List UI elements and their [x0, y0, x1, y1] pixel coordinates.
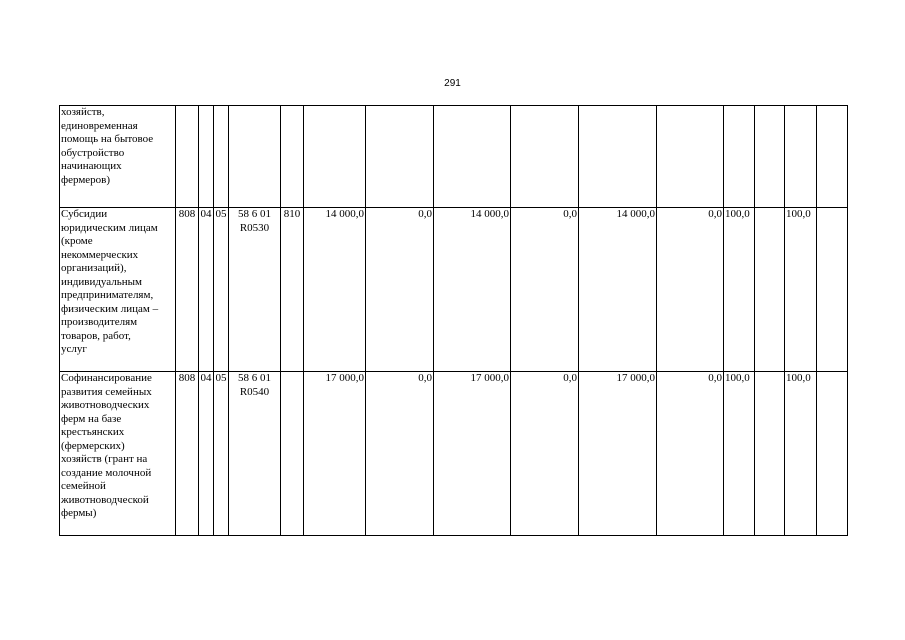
cell-percent-2 [755, 208, 785, 372]
cell-value-2 [366, 106, 434, 208]
cell-value-2: 0,0 [366, 372, 434, 536]
table-row [60, 208, 848, 372]
cell-value-6: 0,0 [657, 372, 724, 536]
cell-value-3: 17 000,0 [434, 372, 511, 536]
cell-value-6: 0,0 [657, 208, 724, 372]
cell-percent-4 [817, 106, 848, 208]
page-number: 291 [444, 78, 461, 89]
cell-value-1: 14 000,0 [304, 208, 366, 372]
cell-value-4 [511, 106, 579, 208]
row-name: Субсидии юридическим лицам (кроме некоммерческих организаций), индивидуальным предпринимателям, физическим лицам – производителям товаров, работ, услуг [60, 208, 176, 372]
cell-ministry: 808 [176, 208, 199, 372]
cell-target: 58 6 01 R0540 [229, 372, 281, 536]
cell-ministry [176, 106, 199, 208]
cell-percent-3: 100,0 [785, 208, 817, 372]
cell-value-3 [434, 106, 511, 208]
cell-target [229, 106, 281, 208]
cell-ministry: 808 [176, 372, 199, 536]
cell-value-5: 14 000,0 [579, 208, 657, 372]
cell-value-4: 0,0 [511, 372, 579, 536]
cell-value-4: 0,0 [511, 208, 579, 372]
table-row [60, 372, 848, 536]
cell-target: 58 6 01 R0530 [229, 208, 281, 372]
cell-subsection: 05 [214, 208, 229, 372]
cell-value-5: 17 000,0 [579, 372, 657, 536]
cell-vr [281, 372, 304, 536]
cell-vr [281, 106, 304, 208]
cell-vr: 810 [281, 208, 304, 372]
cell-percent-1 [724, 106, 755, 208]
cell-value-5 [579, 106, 657, 208]
cell-percent-3 [785, 106, 817, 208]
cell-value-1 [304, 106, 366, 208]
cell-percent-3: 100,0 [785, 372, 817, 536]
cell-value-2: 0,0 [366, 208, 434, 372]
cell-value-3: 14 000,0 [434, 208, 511, 372]
cell-percent-2 [755, 372, 785, 536]
cell-percent-1: 100,0 [724, 372, 755, 536]
cell-section: 04 [199, 208, 214, 372]
cell-section [199, 106, 214, 208]
row-name: Софинансирование развития семейных животноводческих ферм на базе крестьянских (фермерских) хозяйств (грант на создание молочной семейной животноводческой фермы) [60, 372, 176, 536]
cell-subsection [214, 106, 229, 208]
cell-percent-2 [755, 106, 785, 208]
cell-percent-4 [817, 372, 848, 536]
table-row [60, 106, 848, 208]
cell-percent-1: 100,0 [724, 208, 755, 372]
cell-value-1: 17 000,0 [304, 372, 366, 536]
cell-value-6 [657, 106, 724, 208]
cell-percent-4 [817, 208, 848, 372]
cell-section: 04 [199, 372, 214, 536]
row-name: хозяйств, единовременная помощь на бытовое обустройство начинающих фермеров) [60, 106, 176, 208]
cell-subsection: 05 [214, 372, 229, 536]
budget-table [59, 105, 848, 536]
